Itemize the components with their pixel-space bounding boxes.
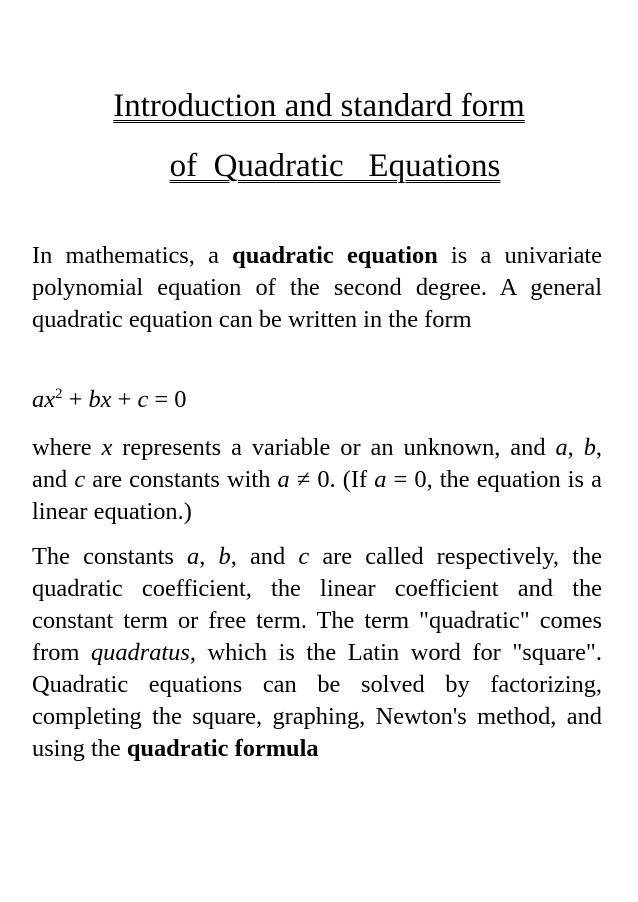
general-equation: $ax^2$ + bx + c = 0 [32, 386, 187, 413]
term-quadratic-formula: quadratic formula [126, 735, 319, 762]
latin-word: quadratus [90, 639, 190, 666]
paragraph-variables: where x represents a variable or an unknown, and a, b, and c are constants with a ≠ 0. (If a = 0, the equation is a linear equation.) [32, 434, 602, 525]
title-text-1: Introduction and standard form [113, 88, 525, 124]
paragraph-coefficients: The constants a, b, and c are called respectively, the quadratic coefficient, the linear coefficient and the constant term or free term. The term "quadratic" comes from quadratus, which is the Latin word for "square". Quadratic equations can be solved by factorizing, completing the square, graphing, Newton's method, and using the quadratic formula [32, 543, 602, 762]
paragraph-definition: In mathematics, a quadratic equation is a univariate polynomial equation of the second degree. A general quadratic equation can be written in the form [32, 242, 602, 333]
title-line-2 [16, 146, 638, 186]
title-text-2: of Quadratic Equations [169, 148, 501, 184]
title-line-1 [0, 86, 638, 126]
term-quadratic-equation: quadratic equation [232, 242, 438, 269]
